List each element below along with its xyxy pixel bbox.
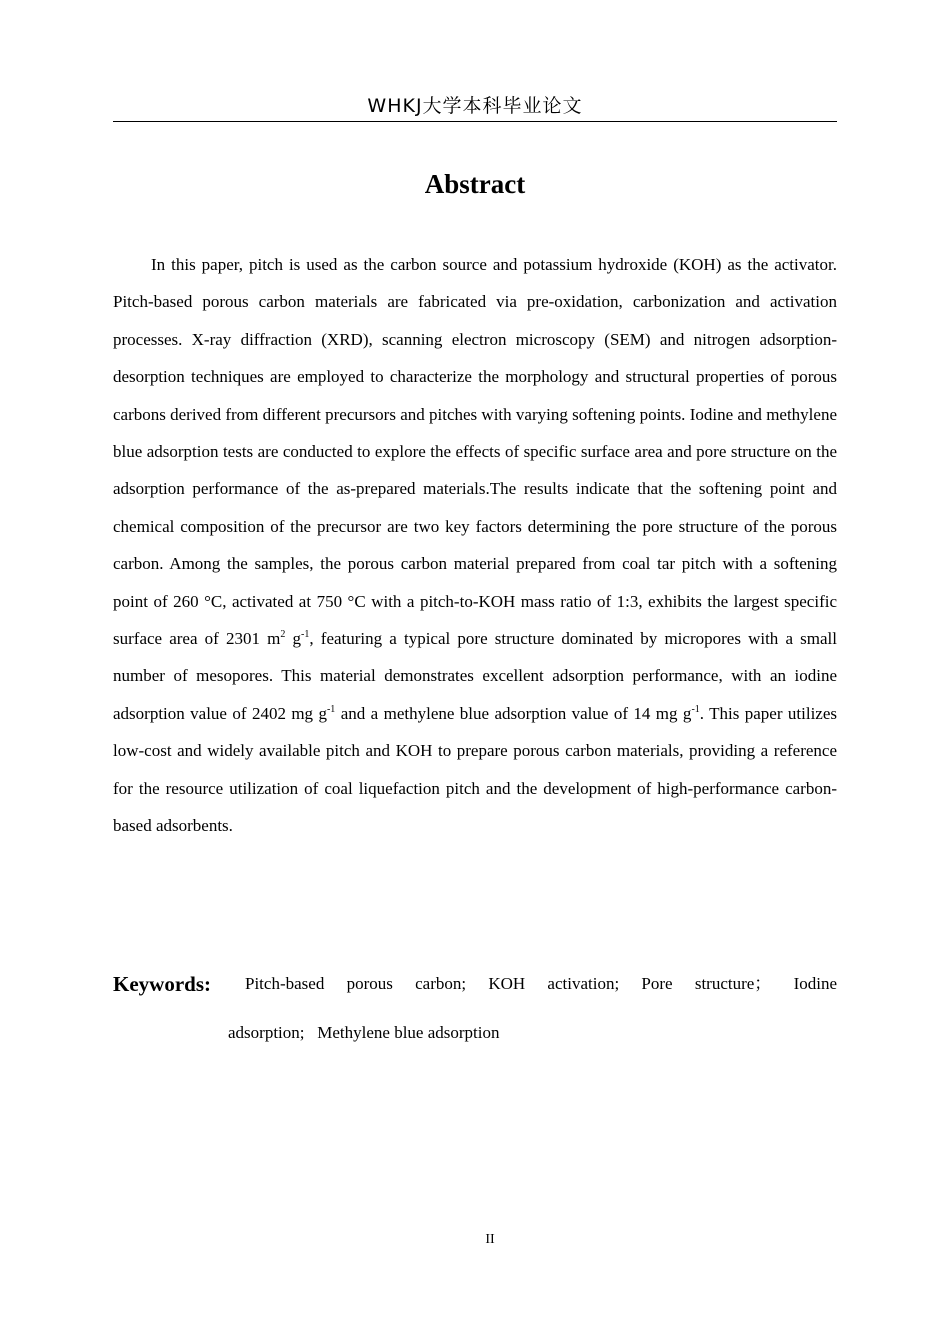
abstract-text-4: and a methylene blue adsorption value of 14 mg g [335,703,692,723]
abstract-text-5: . This paper utilizes low-cost and widely available pitch and KOH to prepare porous carbon materials, providing a reference for the resource utilization of coal liquefaction pitch and the development of high-performance carbon-based adsorbents. [113,703,837,836]
keywords-label: Keywords: [113,972,211,996]
superscript-minus-1: -1 [301,629,310,641]
abstract-title: Abstract [424,169,526,199]
keywords-line-1: Pitch-based porous carbon; KOH activation; Pore structure； Iodine [245,974,837,993]
abstract-text-1: In this paper, pitch is used as the carbon source and potassium hydroxide (KOH) as the activator. Pitch-based porous carbon materials are fabricated via pre-oxidation, carbonization and activation processes. X-ray diffraction (XRD), scanning electron microscopy (SEM) and nitrogen adsorption-desorption techniques are employed to characterize the morphology and structural properties of porous carbons derived from different precursors and pitches with varying softening points. Iodine and methylene blue adsorption tests are conducted to explore the effects of specific surface area and pore structure on the adsorption performance of the as-prepared materials.The results indicate that the softening point and chemical composition of the precursor are two key factors determining the pore structure of the porous carbon. Among the samples, the porous carbon material prepared from coal tar pitch with a softening point of 260 °C, activated at 750 °C with a pitch-to-KOH mass ratio of 1:3, exhibits the largest specific surface area of 2301 m [113,255,837,649]
abstract-text-2: g [285,629,302,649]
running-header [113,92,837,122]
header-title: WHKJ大学本科毕业论文 [367,95,583,117]
superscript-minus-1: -1 [326,703,336,715]
superscript-minus-1: -1 [691,703,700,715]
page-number: II [485,1232,495,1247]
superscript-2: 2 [280,629,286,641]
abstract-paragraph [113,246,837,845]
abstract-text-3: , featuring a typical pore structure dominated by micropores with a small number of mesopores. This material demonstrates excellent adsorption performance, with an iodine adsorption value of 2402 mg g [113,629,837,723]
keywords-line-2: adsorption; Methylene blue adsorption [228,1023,500,1042]
